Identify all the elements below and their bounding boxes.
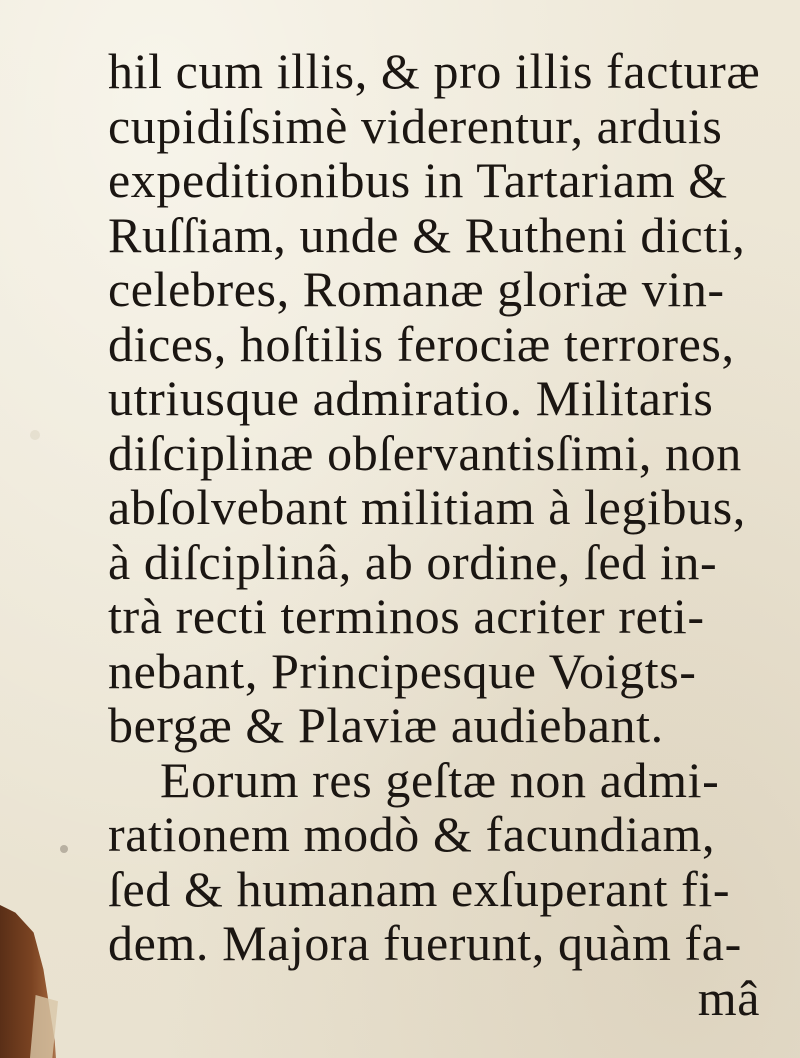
- text-line: hil cum illis, & pro illis facturæ: [108, 43, 761, 99]
- catchword: mâ: [697, 969, 760, 1026]
- text-line: bergæ & Plaviæ audiebant.: [108, 697, 664, 753]
- text-line: à diſciplinâ, ab ordine, ſed in-: [108, 533, 718, 590]
- text-line: ſed & humanam exſuperant fi-: [108, 860, 731, 917]
- text-line: abſolvebant militiam à legibus,: [108, 479, 746, 535]
- text-line: dices, hoſtilis ferociæ terrores,: [108, 315, 735, 372]
- text-line: nebant, Principesque Voigts-: [108, 642, 697, 699]
- text-line: trà recti terminos acriter reti-: [108, 588, 705, 644]
- text-line: celebres, Romanæ gloriæ vin-: [108, 261, 725, 317]
- paper-stain: [60, 845, 68, 853]
- damaged-page-corner: [0, 905, 70, 1058]
- paper-stain: [30, 430, 40, 440]
- text-line: dem. Majora fuerunt, quàm fa-: [108, 915, 742, 971]
- text-line: Ruſſiam, unde & Rutheni dicti,: [108, 206, 746, 263]
- paragraph-start-line: Eorum res geſtæ non admi-: [160, 751, 720, 808]
- text-line: cupidiſsimè viderentur, arduis: [108, 97, 723, 154]
- text-line: utriusque admiratio. Militaris: [108, 370, 714, 426]
- text-line: diſciplinæ obſervantisſimi, non: [108, 424, 742, 481]
- latin-text-body: [108, 44, 780, 1025]
- text-line: rationem modò & facundiam,: [108, 806, 716, 862]
- text-line: expeditionibus in Tartariam &: [108, 152, 728, 208]
